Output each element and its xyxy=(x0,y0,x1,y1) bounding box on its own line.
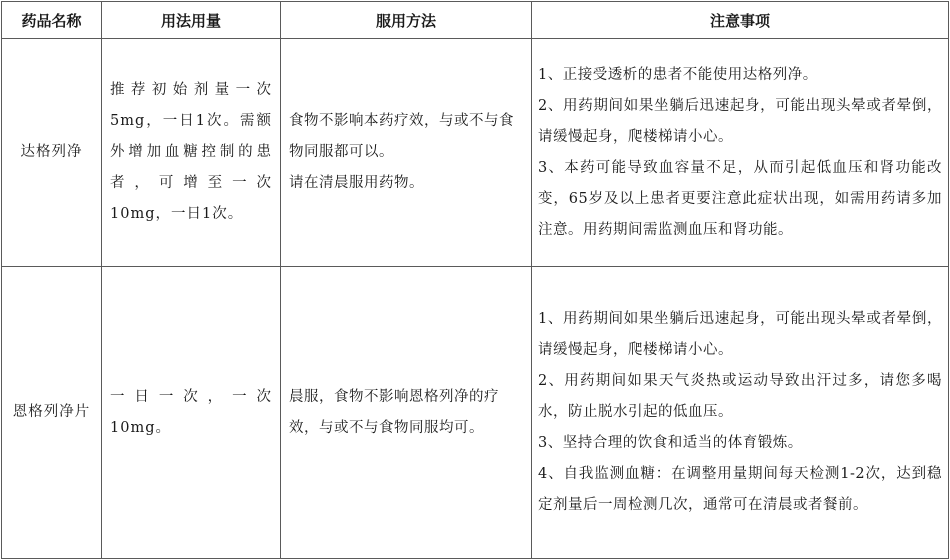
header-administration-method: 服用方法 xyxy=(281,2,532,39)
note-item: 4、自我监测血糖：在调整用量期间每天检测1-2次，达到稳定剂量后一周检测几次，通常可在清晨或者餐前。 xyxy=(538,466,942,513)
note-item: 2、用药期间如果坐躺后迅速起身，可能出现头晕或者晕倒，请缓慢起身，爬楼梯请小心。 xyxy=(538,97,942,145)
header-drug-name: 药品名称 xyxy=(2,2,102,39)
usage-text: 推荐初始剂量一次5mg，一日1次。需额外增加血糖控制的患者，可增至一次10mg，一日1次。 xyxy=(110,82,272,222)
table-row xyxy=(2,267,949,559)
method-cell xyxy=(281,267,532,559)
usage-cell xyxy=(102,267,281,559)
usage-text: 一日一次，一次10mg。 xyxy=(110,388,272,436)
header-usage-dosage: 用法用量 xyxy=(102,2,281,39)
note-item: 1、正接受透析的患者不能使用达格列净。 xyxy=(538,66,818,83)
header-row xyxy=(2,2,949,39)
note-item: 3、坚持合理的饮食和适当的体育锻炼。 xyxy=(538,435,803,451)
note-item: 1、用药期间如果坐躺后迅速起身，可能出现头晕或者晕倒，请缓慢起身，爬楼梯请小心。 xyxy=(538,311,942,358)
method-cell xyxy=(281,39,532,267)
usage-cell xyxy=(102,39,281,267)
table-row xyxy=(2,39,949,267)
drug-info-table xyxy=(1,1,949,559)
note-item: 3、本药可能导致血容量不足，从而引起低血压和肾功能改变，65岁及以上患者更要注意此症状出现，如需用药请多加注意。用药期间需监测血压和肾功能。 xyxy=(538,159,942,238)
method-text: 食物不影响本药疗效，与或不与食物同服都可以。 xyxy=(289,113,514,160)
header-precautions: 注意事项 xyxy=(532,2,949,39)
drug-name-cell: 恩格列净片 xyxy=(2,267,102,559)
method-text: 请在清晨服用药物。 xyxy=(289,175,424,191)
drug-name-cell: 达格列净 xyxy=(2,39,102,267)
note-item: 2、用药期间如果天气炎热或运动导致出汗过多，请您多喝水，防止脱水引起的低血压。 xyxy=(538,373,942,420)
notes-cell xyxy=(532,267,949,559)
notes-cell xyxy=(532,39,949,267)
method-text: 晨服，食物不影响恩格列净的疗效，与或不与食物同服均可。 xyxy=(289,388,499,436)
